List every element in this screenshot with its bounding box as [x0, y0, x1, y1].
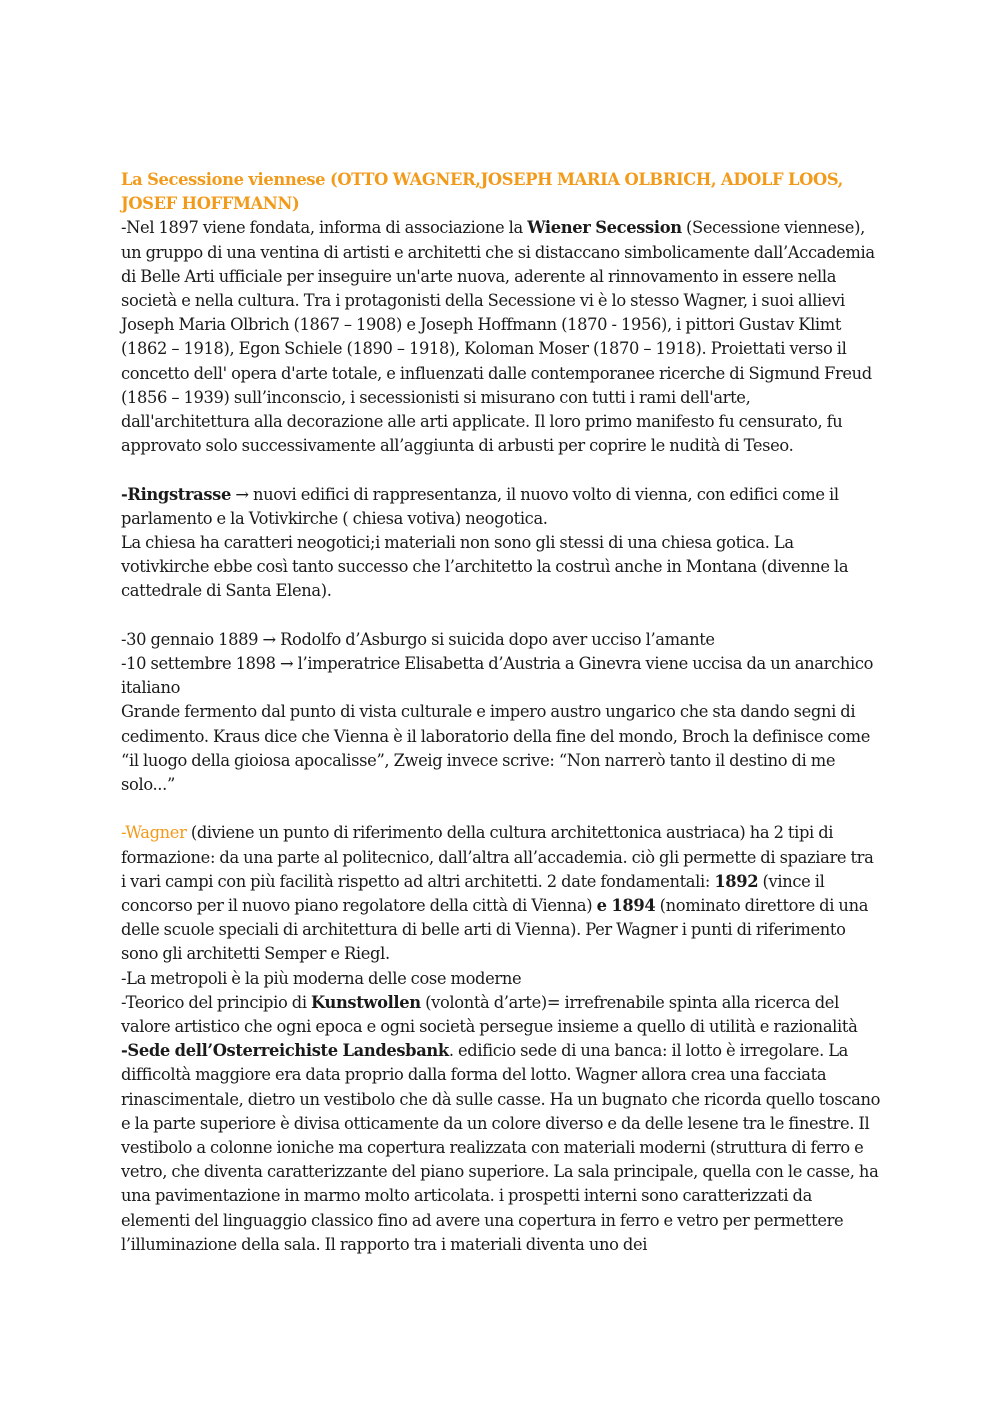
paragraph-kunstwollen	[121, 991, 881, 1039]
paragraph-metropoli: -La metropoli è la più moderna delle cose moderne	[121, 968, 522, 988]
highlighted-term: -Wagner	[121, 823, 187, 843]
paragraph-date-1889: -30 gennaio 1889 → Rodolfo d’Asburgo si suicida dopo aver ucciso l’amante	[121, 629, 715, 649]
bold-term: e 1894	[596, 896, 656, 916]
text-run: (volontà d’arte)= irrefrenabile spinta alla ricerca del valore artistico che ogni epoca e ogni società persegue insieme a quello di utilità e razionalità	[121, 992, 858, 1037]
document-title: La Secessione viennese (OTTO WAGNER,JOSEPH MARIA OLBRICH, ADOLF LOOS, JOSEF HOFFMANN)	[121, 170, 843, 214]
text-run: . edificio sede di una banca: il lotto è irregolare. La difficoltà maggiore era data proprio dalla forma del lotto. Wagner allora crea una facciata rinascimentale, dietro un vestibolo che dà sulle casse. Ha un bugnato che ricorda quello toscano e la parte superiore è divisa otticamente da un colore diverso e da delle lesene tra le finestre. Il vestibolo a colonne ioniche ma copertura realizzata con materiali moderni (struttura di ferro e vetro, che diventa caratterizzante del piano superiore. La sala principale, quella con le casse, ha una pavimentazione in marmo molto articolata. i prospetti interni sono caratterizzati da elementi del linguaggio classico fino ad avere una copertura in ferro e vetro per permettere l’illuminazione della sala. Il rapporto tra i materiali diventa uno dei	[121, 1041, 881, 1254]
blank-line	[121, 604, 881, 628]
bold-term: -Ringstrasse	[121, 484, 231, 504]
blank-line	[121, 458, 881, 482]
bold-term: Kunstwollen	[311, 992, 421, 1012]
document-page	[121, 168, 881, 1257]
text-run: (Secessione viennese), un gruppo di una ventina di artisti e architetti che si distaccano simbolicamente dall’Accademia di Belle Arti ufficiale per inseguire un'arte nuova, aderente al rinnovamento in essere nella società e nella cultura. Tra i protagonisti della Secessione vi è lo stesso Wagner, i suoi allievi Joseph Maria Olbrich (1867 – 1908) e Joseph Hoffmann (1870 - 1956), i pittori Gustav Klimt (1862 – 1918), Egon Schiele (1890 – 1918), Koloman Moser (1870 – 1918). Proiettati verso il concetto dell' opera d'arte totale, e influenzati dalle contemporanee ricerche di Sigmund Freud (1856 – 1939) sull’inconscio, i secessionisti si misurano con tutti i rami dell'arte, dall'architettura alla decorazione alle arti applicate. Il loro primo manifesto fu censurato, fu approvato solo successivamente all’aggiunta di arbusti per coprire le nudità di Teseo.	[121, 218, 875, 456]
text-run: (diviene un punto di riferimento della cultura architettonica austriaca) ha 2 tipi di formazione: da una parte al politecnico, dall’altra all’accademia. ciò gli permette di spaziare tra i vari campi con più facilità rispetto ad altri architetti. 2 date fondamentali:	[121, 823, 874, 891]
text-run: (nominato direttore di una delle scuole speciali di architettura di belle arti di Vienna). Per Wagner i punti di riferimento sono gli architetti Semper e Riegl.	[121, 896, 869, 964]
paragraph-ringstrasse	[121, 483, 881, 531]
paragraph-wagner	[121, 821, 881, 966]
bold-term: Wiener Secession	[527, 218, 682, 238]
paragraph-cultural-ferment: Grande fermento dal punto di vista culturale e impero austro ungarico che sta dando segni di cedimento. Kraus dice che Vienna è il laboratorio della fine del mondo, Broch la definisce come “il luogo della gioiosa apocalisse”, Zweig invece scrive: “Non narrerò tanto il destino di me solo...”	[121, 702, 871, 795]
bold-term: 1892	[714, 871, 759, 891]
text-run: -Nel 1897 viene fondata, informa di associazione la	[121, 218, 528, 238]
bold-term: -Sede dell’Osterreichiste Landesbank	[121, 1041, 449, 1061]
text-run: → nuovi edifici di rappresentanza, il nuovo volto di vienna, con edifici come il parlamento e la Votivkirche ( chiesa votiva) neogotica.	[121, 484, 839, 528]
paragraph-votivkirche: La chiesa ha caratteri neogotici;i materiali non sono gli stessi di una chiesa gotica. La votivkirche ebbe così tanto successo che l’architetto la costruì anche in Montana (divenne la cattedrale di Santa Elena).	[121, 533, 849, 601]
paragraph-landesbank	[121, 1039, 881, 1257]
paragraph-date-1898: -10 settembre 1898 → l’imperatrice Elisabetta d’Austria a Ginevra viene uccisa da un anarchico italiano	[121, 654, 874, 698]
text-run: -Teorico del principio di	[121, 992, 312, 1012]
text-run: (vince il concorso per il nuovo piano regolatore della città di Vienna)	[121, 871, 825, 916]
paragraph-wiener-secession	[121, 216, 881, 458]
blank-line	[121, 797, 881, 821]
